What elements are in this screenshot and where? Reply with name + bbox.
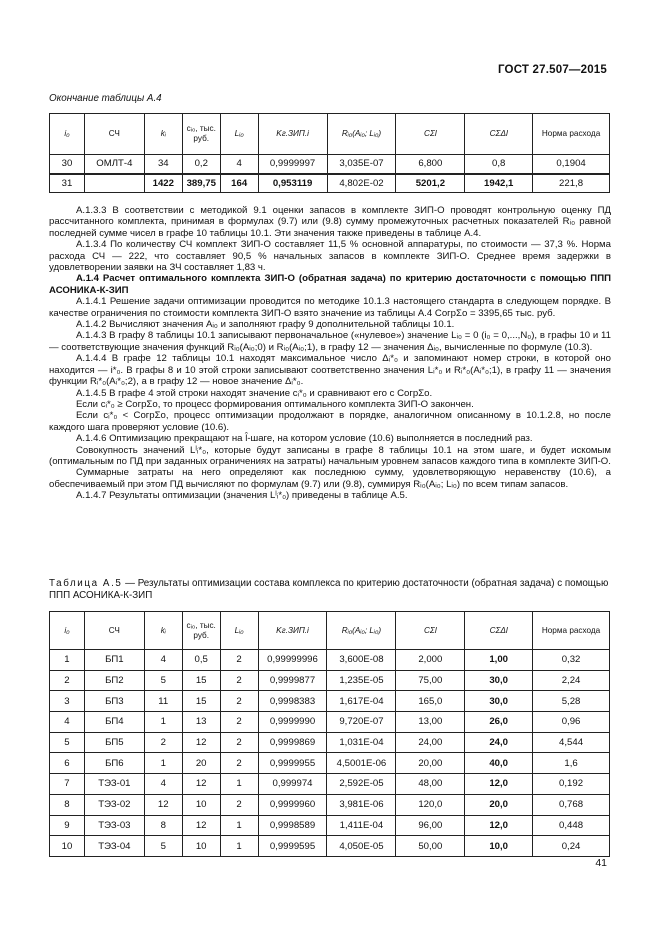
table-cell: 8 [50,794,85,815]
table-cell: 164 [220,174,258,193]
table-cell: 13 [182,712,220,733]
table-cell: 20,0 [465,794,533,815]
paragraph-condition-lt: Если cᵢ*₀ < CогрΣо, процесс оптимизации продолжают в порядке, аналогичном описанному в 10.1.2.8, но после каждого шага проверяют условие (10.6). [49,410,611,433]
table-row-total [50,174,610,193]
table-cell: 7 [50,774,85,795]
page-number: 41 [595,857,607,869]
table-a5-caption-text: — Результаты оптимизации состава комплекса по критерию достаточности (обратная задача) с помощью ППП АСОНИКА-К-ЗИП [49,578,609,601]
table-cell: 4,544 [533,732,610,753]
table-row [50,815,610,836]
table-cell: 0,768 [533,794,610,815]
table-cell: 2,24 [533,670,610,691]
section-heading-a1-4: А.1.4 Расчет оптимального комплекта ЗИП-О (обратная задача) по критерию достаточности с помощью ППП АСОНИКА-К-ЗИП [49,273,611,296]
table-cell: 0,448 [533,815,610,836]
table-cell: БП6 [84,753,144,774]
table-cell: 389,75 [182,174,220,193]
table-cell: 1 [144,712,182,733]
table-a5 [49,611,610,857]
table-cell: БП4 [84,712,144,733]
col-header-ci0: cᵢ₀, тыс. руб. [182,612,220,650]
col-header-i0: i₀ [50,114,85,155]
table-cell: БП2 [84,670,144,691]
table-cell: БП5 [84,732,144,753]
table-cell: 0,9998589 [258,815,327,836]
table-cell: 4 [220,155,258,174]
table-cell: 221,8 [533,174,610,193]
table-cell: 15 [182,691,220,712]
table-cell: 10 [182,794,220,815]
table-cell: 30,0 [465,670,533,691]
table-cell: 3 [50,691,85,712]
paragraph-a1-4-1: А.1.4.1 Решение задачи оптимизации проводится по методике 10.1.3 настоящего стандарта в следующем порядке. В качестве ограничения по стоимости комплекта ЗИП-О взято значение из таблицы А.4 CогрΣо = 3395,65 тыс. руб. [49,296,611,319]
table-cell: 0,96 [533,712,610,733]
col-header-norm: Норма расхода [533,612,610,650]
table-cell: 2 [220,670,258,691]
table-cell: 4 [50,712,85,733]
table-row [50,650,610,671]
table-row [50,155,610,174]
table-cell: 12 [182,732,220,753]
table-cell: 34 [144,155,182,174]
table-cell: 1 [220,836,258,857]
col-header-kg: Kг.ЗИП.i [258,612,327,650]
table-cell: 4,5001Е-06 [327,753,396,774]
col-header-ri0: Rᵢ₀(Aᵢ₀; Lᵢ₀) [327,114,396,155]
table-row [50,712,610,733]
col-header-li0: Lᵢ₀ [220,612,258,650]
table-cell: 120,0 [396,794,465,815]
table-cell: 30 [50,155,85,174]
table-cell: 1,6 [533,753,610,774]
table-cell: 3,981Е-06 [327,794,396,815]
table-cell: 0,9999997 [258,155,327,174]
paragraph-a1-4-5: А.1.4.5 В графе 4 этой строки находят значение cᵢ*₀ и сравнивают его с CогрΣо. [76,387,433,399]
table-cell: 2 [50,670,85,691]
table-row [50,670,610,691]
table-cell: 0,32 [533,650,610,671]
table-cell: 2 [220,691,258,712]
table-cell: БП3 [84,691,144,712]
table-cell: 0,2 [182,155,220,174]
table-cell: 9 [50,815,85,836]
table-cell: 5 [144,836,182,857]
table-cell: 1422 [144,174,182,193]
table-cell: 20 [182,753,220,774]
table-cell: 5,28 [533,691,610,712]
table-a5-caption-prefix: Таблица А.5 [49,578,123,589]
col-header-ri0: Rᵢ₀(Aᵢ₀; Lᵢ₀) [327,612,396,650]
col-header-ki: kᵢ [144,114,182,155]
table-a5-header [50,612,610,650]
table-cell: 26,0 [465,712,533,733]
table-cell: 0,1904 [533,155,610,174]
paragraph-a1-4-3: А.1.4.3 В графу 8 таблицы 10.1 записывают первоначальное («нулевое») значение Lᵢ₀ = 0 (i₀ = 0,...,N₀), в графы 10 и 11 — соответствующие значения функций Rᵢ₀(Aᵢ₀;0) и Rᵢ₀(Aᵢ₀;1), в графу 12 — значения Δᵢ₀, вычисленные по формуле (10.3). [49,330,611,353]
table-row [50,794,610,815]
table-cell: 10,0 [465,836,533,857]
table-cell: 6 [50,753,85,774]
table-cell: 0,9999955 [258,753,327,774]
col-header-ki: kᵢ [144,612,182,650]
table-cell: 50,00 [396,836,465,857]
table-cell: 0,5 [182,650,220,671]
table-cell: 1942,1 [465,174,533,193]
table-cell: 0,9999990 [258,712,327,733]
table-cell: 4,802Е-02 [327,174,396,193]
table-cell: 0,9999877 [258,670,327,691]
table-cell: 1,617Е-04 [327,691,396,712]
table-a4-header [50,114,610,155]
col-header-sch: СЧ [84,114,144,155]
table-a4-caption: Окончание таблицы А.4 [49,93,162,104]
table-cell: 30,0 [465,691,533,712]
table-cell: 9,720Е-07 [327,712,396,733]
table-cell: 1,411Е-04 [327,815,396,836]
table-cell: 0,9999960 [258,794,327,815]
table-cell: 1,00 [465,650,533,671]
col-header-li0: Lᵢ₀ [220,114,258,155]
table-cell: 5 [50,732,85,753]
table-cell: 11 [144,691,182,712]
table-cell: 0,953119 [258,174,327,193]
table-cell: 0,999974 [258,774,327,795]
table-cell: 6,800 [396,155,465,174]
paragraph-a1-4-6: А.1.4.6 Оптимизацию прекращают на l̂-шаге, на котором условие (10.6) выполняется в последний раз. [76,433,533,445]
table-cell: 2 [144,732,182,753]
table-cell: 0,8 [465,155,533,174]
table-cell: 31 [50,174,85,193]
table-cell: 1 [220,815,258,836]
table-cell: 2 [220,794,258,815]
col-header-csl: CΣl [396,612,465,650]
table-cell: 10 [50,836,85,857]
paragraph-a1-3-4: А.1.3.4 По количеству СЧ комплект ЗИП-О составляет 11,5 % основной аппаратуры, по стоимости — 37,3 %. Норма расхода СЧ — 222, что составляет 90,5 % начальных запасов в комплекте ЗИП-О. Среднее время задержки в удовлетворении заявки на ЗЧ составляет 1,83 ч. [49,239,611,274]
table-row [50,774,610,795]
table-a5-caption [49,578,611,601]
table-a5-body [50,650,610,857]
table-row [50,691,610,712]
table-cell: 165,0 [396,691,465,712]
table-cell: 1,235Е-05 [327,670,396,691]
table-cell: 0,9999869 [258,732,327,753]
table-cell: 1 [220,774,258,795]
table-cell: 2 [220,732,258,753]
table-cell: 4 [144,650,182,671]
table-cell: 12 [144,794,182,815]
table-cell: ТЭЗ-03 [84,815,144,836]
table-cell: 0,192 [533,774,610,795]
table-cell: 2 [220,650,258,671]
table-cell: 8 [144,815,182,836]
body-text [49,205,611,502]
table-cell: ОМЛТ-4 [84,155,144,174]
table-cell: 20,00 [396,753,465,774]
table-cell: ТЭЗ-04 [84,836,144,857]
table-cell: 4,050Е-05 [327,836,396,857]
table-cell: 5201,2 [396,174,465,193]
table-cell: 1 [50,650,85,671]
col-header-csdl: CΣΔl [465,114,533,155]
table-cell: ТЭЗ-02 [84,794,144,815]
standard-header: ГОСТ 27.507—2015 [497,64,607,76]
table-cell: 12,0 [465,815,533,836]
table-cell: 15 [182,670,220,691]
col-header-kg: Kг.ЗИП.i [258,114,327,155]
table-cell: 48,00 [396,774,465,795]
table-cell: ТЭЗ-01 [84,774,144,795]
table-cell: 2 [220,712,258,733]
paragraph-total-cost: Суммарные затраты на него определяют как последнюю сумму, удовлетворяющую неравенству (10.6), а обеспечиваемый при этом ПД вычисляют по формулам (9.7) или (9.8), суммируя Rᵢ₀(Aᵢ₀; Lᵢ₀) по всем типам запасов. [49,467,611,490]
col-header-norm: Норма расхода [533,114,610,155]
table-cell: 40,0 [465,753,533,774]
table-cell: 0,9999595 [258,836,327,857]
paragraph-a1-4-4: А.1.4.4 В графе 12 таблицы 10.1 находят максимальное число Δᵢ*₀ и запоминают номер строки, в которой оно находится — i*₀. В графы 8 и 10 этой строки записывают соответственно значения Lᵢ*₀ и Rᵢ*₀(Aᵢ*₀;1), в графу 11 — значения функции Rᵢ*₀(Aᵢ*₀;2), а в графу 12 — новое значение Δᵢ*₀. [49,353,611,388]
table-cell: 24,00 [396,732,465,753]
table-cell: 0,99999996 [258,650,327,671]
table-cell: 12 [182,815,220,836]
paragraph-totality: Совокупность значений Lˡᵢ*₀, которые будут записаны в графе 8 таблицы 10.1 на этом шаге, и будет искомым (оптимальным по ПД при заданных ограничениях на затраты) начальным уровнем запасов каждого типа в комплекте ЗИП-О. [49,444,611,467]
table-row [50,732,610,753]
table-row [50,753,610,774]
table-cell: 2,000 [396,650,465,671]
table-cell: 13,00 [396,712,465,733]
table-cell: БП1 [84,650,144,671]
table-cell: 12 [182,774,220,795]
table-cell: 1 [144,753,182,774]
table-cell: 0,9998383 [258,691,327,712]
table-cell: 5 [144,670,182,691]
paragraph-condition-ge: Если cᵢ*₀ ≥ CогрΣо, то процесс формирования оптимального комплекта ЗИП-О закончен. [76,398,474,410]
table-row [50,836,610,857]
paragraph-a1-3-3: А.1.3.3 В соответствии с методикой 9.1 оценки запасов в комплекте ЗИП-О проводят контрольную оценку ПД рассчитанного комплекта, принимая в формулах (9.7) или (9.8) сумму промежуточных расчетных показателей Rᵢ₀ равной последней сумме чисел в графе 10 таблицы 10.1. Эти значения также приведены в таблице А.4. [49,205,612,239]
table-cell [84,174,144,193]
col-header-csdl: CΣΔl [465,612,533,650]
table-cell: 24,0 [465,732,533,753]
col-header-i0: i₀ [50,612,85,650]
table-cell: 0,24 [533,836,610,857]
table-cell: 75,00 [396,670,465,691]
table-cell: 3,600Е-08 [327,650,396,671]
table-cell: 2,592Е-05 [327,774,396,795]
paragraph-a1-4-7: А.1.4.7 Результаты оптимизации (значения Lˡᵢ*₀) приведены в таблице А.5. [76,490,408,502]
col-header-csl: CΣl [396,114,465,155]
table-cell: 12,0 [465,774,533,795]
table-cell: 4 [144,774,182,795]
paragraph-a1-4-2: А.1.4.2 Вычисляют значения Aᵢ₀ и заполняют графу 9 дополнительной таблицы 10.1. [76,319,455,331]
col-header-sch: СЧ [84,612,144,650]
table-cell: 3,035Е-07 [327,155,396,174]
table-cell: 2 [220,753,258,774]
col-header-ci0: cᵢ₀, тыс. руб. [182,114,220,155]
table-cell: 10 [182,836,220,857]
table-cell: 96,00 [396,815,465,836]
table-a4-end [49,113,610,193]
table-cell: 1,031Е-04 [327,732,396,753]
